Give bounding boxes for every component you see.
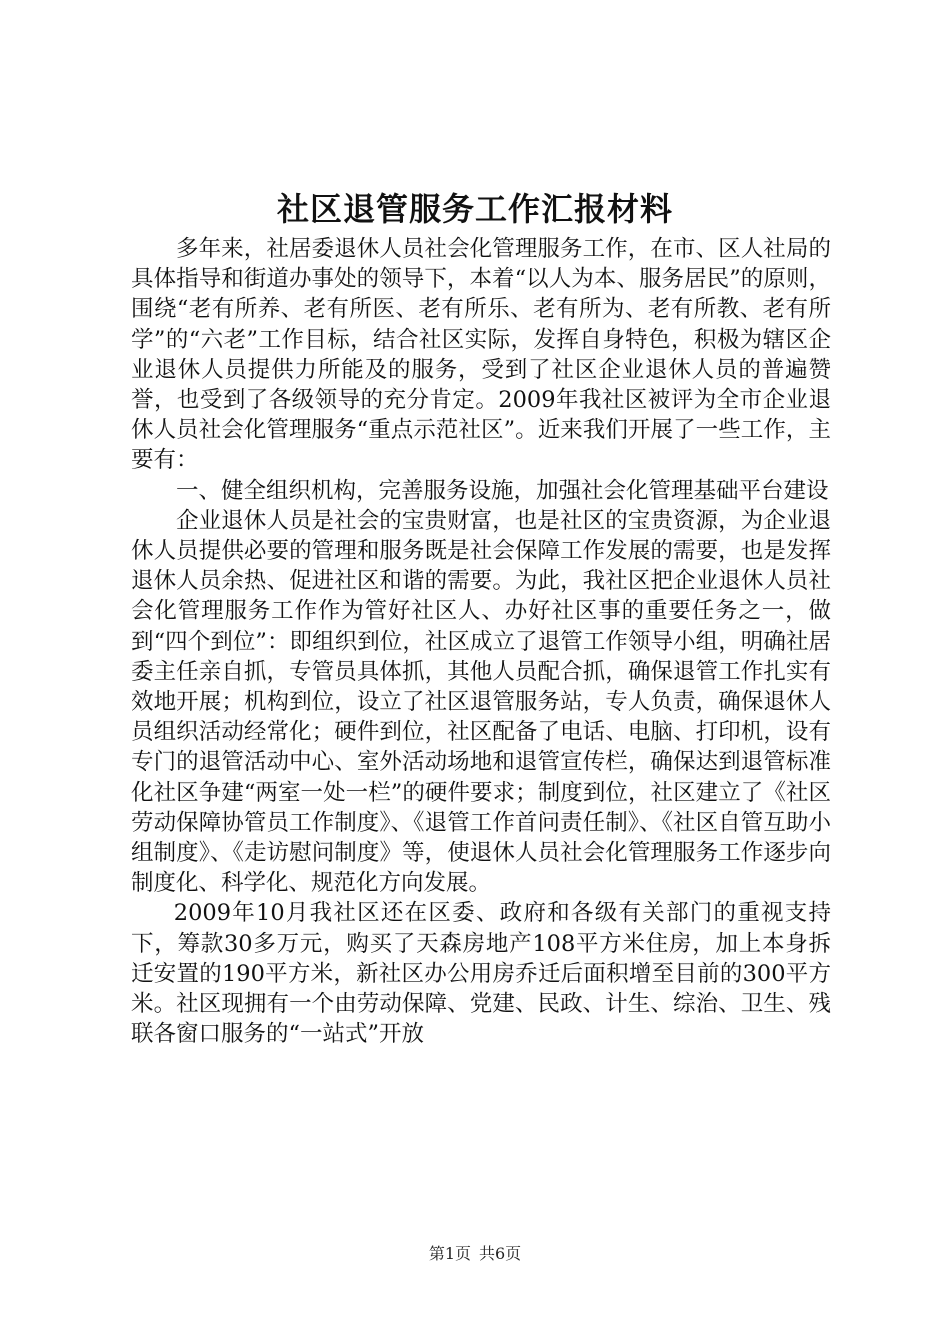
page-number: 第1页	[428, 1244, 471, 1263]
section-heading-1: 一、健全组织机构，完善服务设施，加强社会化管理基础平台建设	[176, 477, 829, 504]
page-footer	[0, 1243, 950, 1265]
document-body	[131, 234, 831, 1049]
paragraph-facilities: 2009年10月我社区还在区委、政府和各级有关部门的重视支持下，筹款30多万元，购买了天森房地产108平方米住房，加上本身拆迁安置的190平方米，新社区办公用房乔迁后面积增至目前的300平方米。社区现拥有一个由劳动保障、党建、民政、计生、综治、卫生、残联各窗口服务的“一站式”开放	[131, 900, 831, 1048]
paragraph-section-1: 企业退休人员是社会的宝贵财富，也是社区的宝贵资源，为企业退休人员提供必要的管理和服务既是社会保障工作发展的需要，也是发挥退休人员余热、促进社区和谐的需要。为此，我社区把企业退休人员社会化管理服务工作作为管好社区人、办好社区事的重要任务之一，做到“四个到位”：即组织到位，社区成立了退管工作领导小组，明确社居委主任亲自抓，专管员具体抓，其他人员配合抓，确保退管工作扎实有效地开展；机构到位，设立了社区退管服务站，专人负责，确保退休人员组织活动经常化；硬件到位，社区配备了电话、电脑、打印机，设有专门的退管活动中心、室外活动场地和退管宣传栏，确保达到退管标准化社区争建“两室一处一栏”的硬件要求；制度到位，社区建立了《社区劳动保障协管员工作制度》、《退管工作首问责任制》、《社区自管互助小组制度》、《走访慰问制度》等，使退休人员社会化管理服务工作逐步向制度化、科学化、规范化方向发展。	[131, 507, 831, 897]
paragraph-intro: 多年来，社居委退休人员社会化管理服务工作，在市、区人社局的具体指导和街道办事处的领导下，本着“以人为本、服务居民”的原则，围绕“老有所养、老有所医、老有所乐、老有所为、老有所教、老有所学”的“六老”工作目标，结合社区实际，发挥自身特色，积极为辖区企业退休人员提供力所能及的服务，受到了社区企业退休人员的普遍赞誉，也受到了各级领导的充分肯定。2009年我社区被评为全市企业退休人员社会化管理服务“重点示范社区”。近来我们开展了一些工作，主要有：	[131, 236, 831, 474]
page-total: 共6页	[479, 1244, 522, 1263]
document-title: 社区退管服务工作汇报材料	[276, 190, 673, 228]
